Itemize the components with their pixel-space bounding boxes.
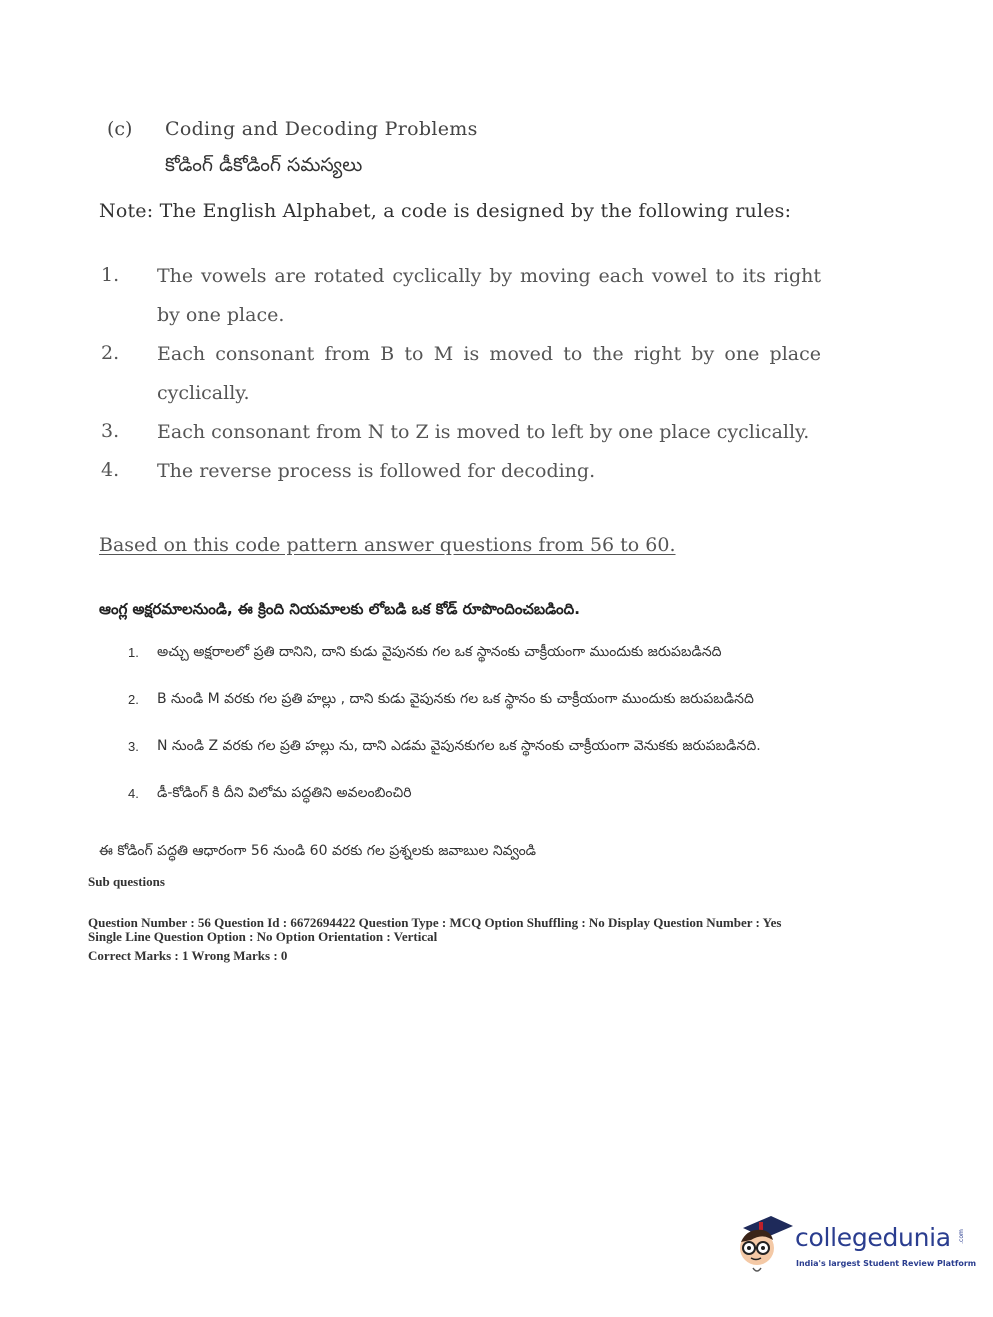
rule-text: The reverse process is followed for decoding.	[157, 460, 596, 482]
question-meta-line-2: Single Line Question Option : No Option Orientation : Vertical	[88, 929, 438, 944]
instruction-link-text: Based on this code pattern answer questions from 56 to 60.	[99, 534, 676, 556]
telugu-heading: ఆంగ్ల అక్షరమాలనుండి, ఈ క్రింది నియమాలకు లోబడి ఒక కోడ్ రూపొందించబడింది.	[99, 600, 580, 618]
telugu-instruction: ఈ కోడింగ్ పద్ధతి ఆధారంగా 56 నుండి 60 వరకు గల ప్రశ్నలకు జవాబుల నివ్వండి	[99, 843, 537, 859]
sub-questions-label: Sub questions	[88, 874, 165, 889]
collegedunia-com: .com	[957, 1229, 965, 1244]
rule-number: 1.	[101, 264, 120, 286]
telugu-rule-number: 2.	[128, 692, 139, 707]
question-meta-line-1: Question Number : 56 Question Id : 6672694422 Question Type : MCQ Option Shuffling : No Display Question Number : Yes	[88, 915, 782, 930]
telugu-rule-number: 4.	[128, 786, 139, 801]
collegedunia-wordmark: collegedunia	[795, 1223, 951, 1252]
telugu-rule-number: 1.	[128, 645, 139, 660]
telugu-rule-text: డీ-కోడింగ్ కి దీని విలోమ పద్ధతిని అవలంబించిరి	[157, 785, 412, 801]
rule-text: Each consonant from N to Z is moved to left by one place cyclically.	[157, 421, 810, 443]
telugu-rule-text: N నుండి Z వరకు గల ప్రతి హల్లు ను, దాని ఎడమ వైపునకుగల ఒక స్థానంకు చాక్రీయంగా వెనుకకు జరుపబడినది.	[157, 738, 761, 754]
telugu-rule-text: అచ్చు అక్షరాలలో ప్రతి దానిని, దాని కుడు వైపునకు గల ఒక స్థానంకు చాక్రీయంగా ముందుకు జరుపబడినది	[157, 644, 722, 660]
telugu-rule-text: B నుండి M వరకు గల ప్రతి హల్లు , దాని కుడు వైపునకు గల ఒక స్థానం కు చాక్రీయంగా ముందుకు జరుపబడినది	[157, 691, 754, 707]
telugu-rule-number: 3.	[128, 739, 139, 754]
note-heading: Note: The English Alphabet, a code is designed by the following rules:	[99, 200, 792, 222]
rule-text: Each consonant from B to M is moved to the right by one place cyclically.	[157, 343, 821, 404]
rule-number: 4.	[101, 459, 120, 481]
rule-number: 2.	[101, 342, 120, 364]
rule-number: 3.	[101, 420, 120, 442]
question-meta-line-3: Correct Marks : 1 Wrong Marks : 0	[88, 948, 288, 963]
section-letter: (c)	[107, 118, 133, 140]
rule-text: The vowels are rotated cyclically by moving each vowel to its right by one place.	[157, 265, 821, 326]
collegedunia-tagline: India's largest Student Review Platform	[796, 1259, 977, 1268]
section-title-telugu: కోడింగ్ డీకోడింగ్ సమస్యలు	[165, 154, 363, 176]
section-title: Coding and Decoding Problems	[165, 118, 478, 140]
collegedunia-mascot-icon	[733, 1210, 795, 1280]
